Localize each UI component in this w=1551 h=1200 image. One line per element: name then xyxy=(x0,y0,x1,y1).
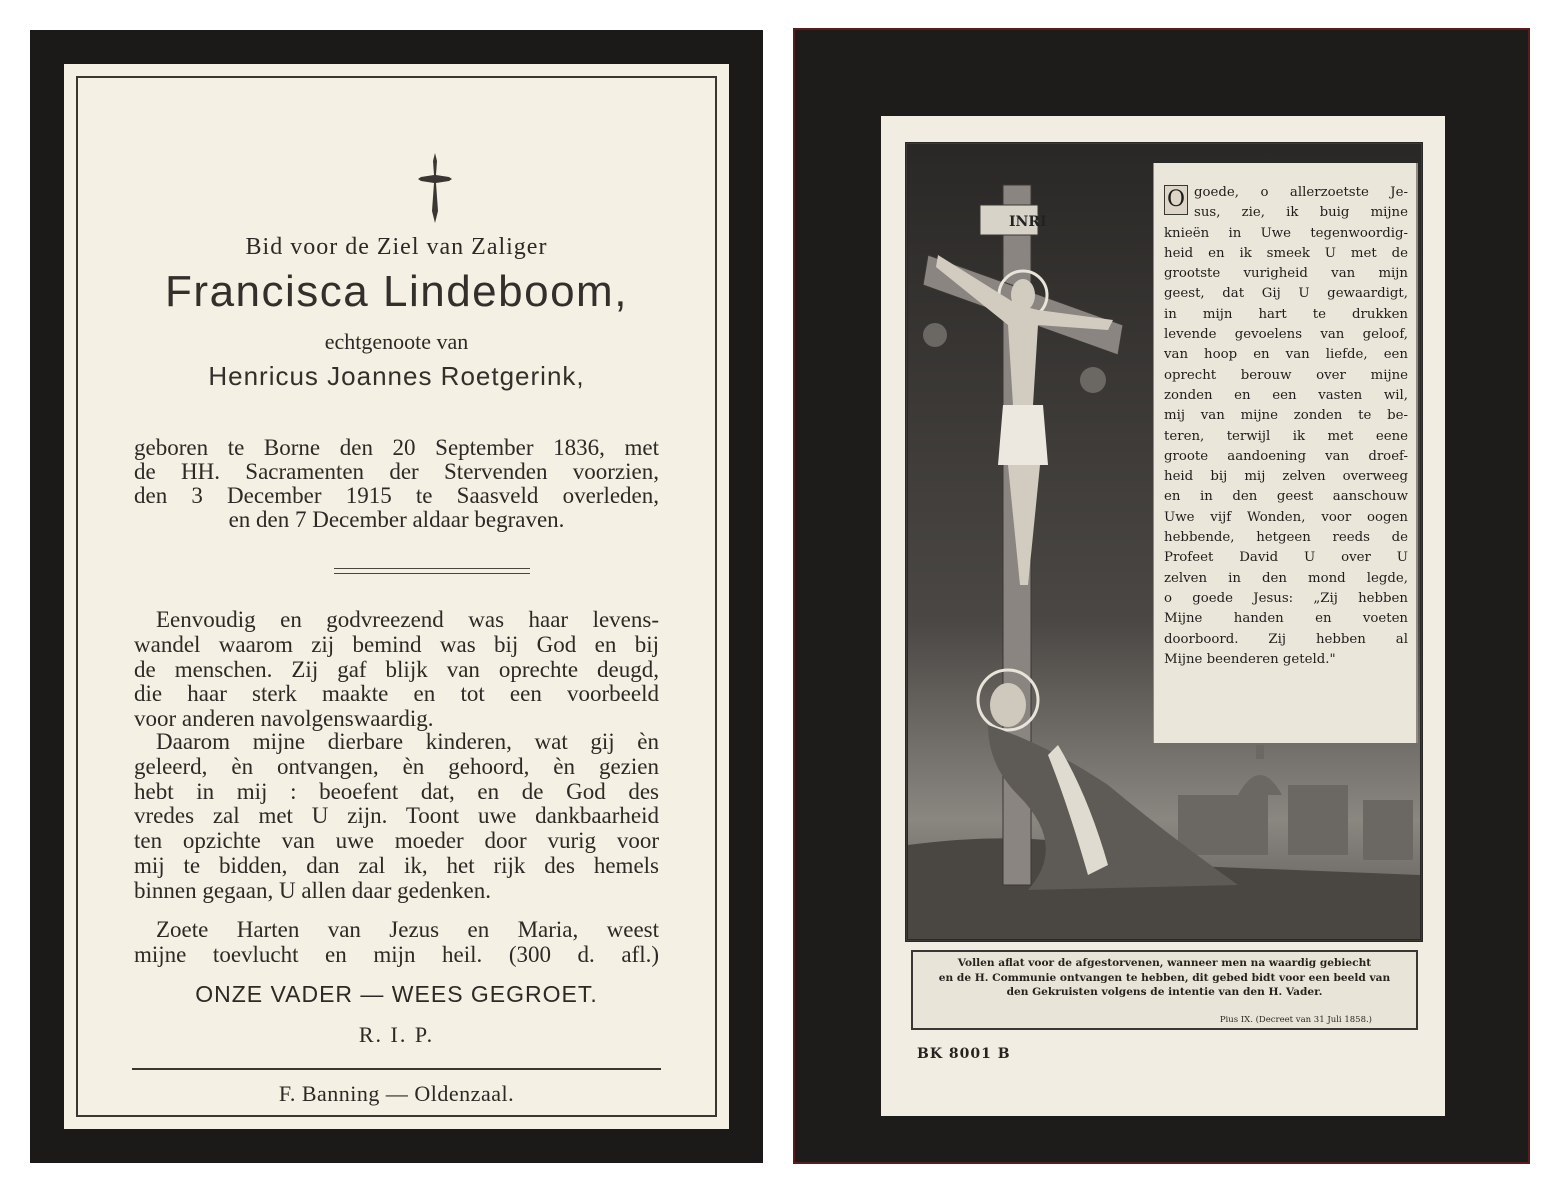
prayer-line: groote aandoening van droef- xyxy=(1164,448,1408,464)
prayer-line: heid en ik smeek U met de xyxy=(1164,245,1408,261)
text-line: ten opzichte van uwe moeder door vurig voor xyxy=(134,828,659,854)
prayer-text xyxy=(1164,183,1408,670)
text-line: Daarom mijne dierbare kinderen, wat gij èn xyxy=(156,729,659,754)
text-line: hebt in mij : beoefent dat, en de God des xyxy=(134,778,659,804)
prayer-line: Mijne beenderen geteld." xyxy=(1164,651,1336,667)
prayer-line: goede, o allerzoetste Je- xyxy=(1194,185,1408,200)
prayer-scroll xyxy=(1153,163,1418,743)
text-line: die haar sterk maakte en tot een voorbeeld xyxy=(134,681,659,707)
prayer-line: sus, zie, ik buig mijne xyxy=(1194,205,1408,221)
prayer-line: Uwe vijf Wonden, voor oogen xyxy=(1164,509,1408,525)
prayer-line: geest, dat Gij U gewaardigt, xyxy=(1164,286,1408,302)
bio-line: en den 7 December aldaar begraven. xyxy=(228,507,565,532)
bio-line: geboren te Borne den 20 September 1836, met xyxy=(134,435,659,460)
printer-credit: F. Banning — Oldenzaal. xyxy=(278,1081,515,1106)
card-paper xyxy=(64,64,729,1129)
indulgence-line: en de H. Communie ontvangen te hebben, dit gebed bidt voor een beeld van xyxy=(938,971,1391,984)
eulogy-paragraph xyxy=(134,608,659,732)
prayer-line: en in den geest aanschouw xyxy=(1164,489,1408,505)
text-line: vredes zal met U zijn. Toont uwe dankbaarheid xyxy=(134,803,659,829)
prayer-line: hebbende, hetgeen reeds de xyxy=(1164,530,1408,546)
text-line: wandel waarom zij bemind was bij God en bij xyxy=(134,631,659,657)
prayer-line: levende gevoelens van geloof, xyxy=(1164,327,1408,343)
prayer-line: in mijn hart te drukken xyxy=(1164,306,1408,322)
prayer-line: Profeet David U over U xyxy=(1164,550,1408,566)
prayer-line: knieën in Uwe tegenwoordig- xyxy=(1164,225,1408,241)
dropcap-letter: O xyxy=(1164,185,1188,215)
prayer-line: zelven in den mond legde, xyxy=(1164,570,1408,586)
divider xyxy=(334,568,530,574)
biography xyxy=(134,436,659,532)
bottom-divider xyxy=(132,1068,661,1070)
prayer-line: o goede Jesus: „Zij hebben xyxy=(1164,590,1408,606)
prayer-line: Mijne handen en voeten xyxy=(1164,611,1408,627)
prayer-line: teren, terwijl ik met eene xyxy=(1164,428,1408,444)
prayer-line: zonden en een vasten wil, xyxy=(1164,387,1408,403)
memorial-card-back xyxy=(793,28,1530,1164)
invocation-paragraph xyxy=(134,918,659,968)
text-line: geleerd, èn ontvangen, èn gehoord, èn gezien xyxy=(134,753,659,779)
rip-line: R. I. P. xyxy=(358,1022,435,1047)
exhortation-paragraph xyxy=(134,730,659,904)
text-line: voor anderen navolgenswaardig. xyxy=(134,706,434,732)
spouse-label: echtgenoote van xyxy=(324,329,469,354)
prayer-line: mij van mijne zonden te be- xyxy=(1164,408,1408,424)
memorial-card-front xyxy=(30,30,763,1163)
text-line: Eenvoudig en godvreezend was haar levens- xyxy=(156,607,659,632)
prayer-line: heid bij mij zelven overweeg xyxy=(1164,469,1408,485)
invocation: Bid voor de Ziel van Zaliger xyxy=(245,234,548,260)
text-line: binnen gegaan, U allen daar gedenken. xyxy=(134,877,491,903)
text-line: mij te bidden, dan zal ik, het rijk des hemels xyxy=(134,852,659,878)
decree-reference: Pius IX. (Decreet van 31 Juli 1858.) xyxy=(1219,1015,1372,1025)
bio-line: den 3 December 1915 te Saasveld overleden, xyxy=(134,483,659,508)
card-paper xyxy=(881,116,1445,1116)
prayer-line: van hoop en van liefde, een xyxy=(1164,347,1408,363)
spouse-name: Henricus Joannes Roetgerink, xyxy=(208,361,585,391)
crucifixion-picture xyxy=(905,142,1423,942)
bio-line: de HH. Sacramenten der Stervenden voorzien, xyxy=(134,459,659,484)
prayer-line: ONZE VADER — WEES GEGROET. xyxy=(195,981,598,1007)
inner-border xyxy=(76,76,717,1117)
text-line: de menschen. Zij gaf blijk van oprechte deugd, xyxy=(134,656,659,682)
cross-icon xyxy=(418,151,452,225)
indulgence-box xyxy=(911,950,1418,1030)
text-line: mijne toevlucht en mijn heil. (300 d. afl.) xyxy=(134,941,659,967)
text-line: Zoete Harten van Jezus en Maria, weest xyxy=(156,917,659,942)
inri-plaque: INRI xyxy=(1009,214,1047,230)
prayer-line: oprecht berouw over mijne xyxy=(1164,367,1408,383)
indulgence-line: den Gekruisten volgens de intentie van den H. Vader. xyxy=(1006,986,1323,998)
prayer-line: grootste vurigheid van mijn xyxy=(1164,266,1408,282)
deceased-name: Francisca Lindeboom, xyxy=(165,267,628,316)
prayer-line: doorboord. Zij hebben al xyxy=(1164,631,1408,647)
indulgence-line: Vollen aflat voor de afgestorvenen, wanneer men na waardig gebiecht xyxy=(957,957,1372,969)
catalog-code: BK 8001 B xyxy=(917,1046,1011,1062)
